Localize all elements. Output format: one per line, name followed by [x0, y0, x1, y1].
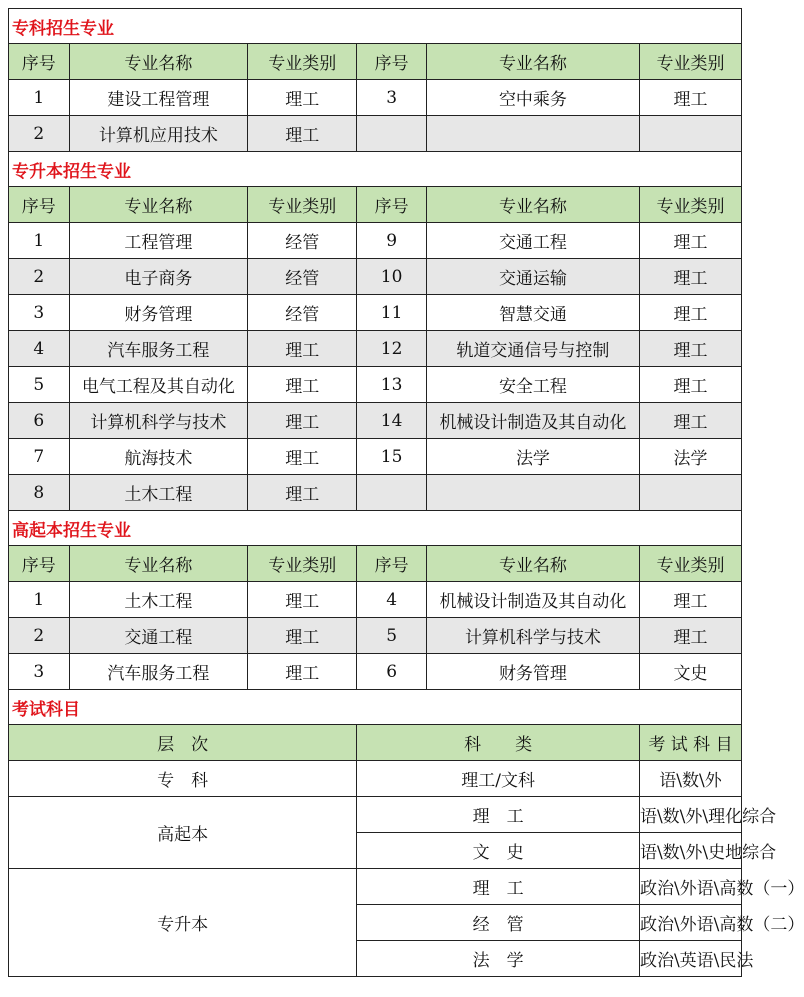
- section-title-row: [9, 152, 742, 187]
- table-cell: 理工: [639, 367, 741, 403]
- table-cell: 经管: [248, 223, 357, 259]
- exam-subjects-cell: 政治\外语\高数（二）: [639, 905, 741, 941]
- table-cell: 1: [9, 223, 70, 259]
- table-cell: 15: [357, 439, 427, 475]
- section-title-row: [9, 511, 742, 546]
- table-row: [9, 618, 742, 654]
- header-cell: 专业类别: [248, 44, 357, 80]
- table-cell: 1: [9, 80, 70, 116]
- table-cell: 经管: [248, 295, 357, 331]
- table-cell: 建设工程管理: [69, 80, 248, 116]
- table-cell: 理工: [248, 475, 357, 511]
- table-row: [9, 654, 742, 690]
- table-cell: 机械设计制造及其自动化: [426, 582, 639, 618]
- table-cell: 安全工程: [426, 367, 639, 403]
- table-cell: 经管: [248, 259, 357, 295]
- header-cell: 专业名称: [426, 546, 639, 582]
- header-cell: 序号: [357, 44, 427, 80]
- table-cell: 3: [9, 654, 70, 690]
- exam-subjects-cell: 政治\英语\民法: [639, 941, 741, 977]
- table-cell: 2: [9, 259, 70, 295]
- section-title-gaoqiben: 高起本招生专业: [9, 511, 742, 546]
- header-cell: 序号: [357, 187, 427, 223]
- table-cell: 法学: [426, 439, 639, 475]
- table-row: [9, 475, 742, 511]
- table-cell: 5: [357, 618, 427, 654]
- table-cell: 汽车服务工程: [69, 654, 248, 690]
- exam-header-level: 层 次: [9, 725, 357, 761]
- header-cell: 专业类别: [248, 187, 357, 223]
- table-cell: 智慧交通: [426, 295, 639, 331]
- table-cell: 理工: [248, 116, 357, 152]
- header-cell: 序号: [9, 546, 70, 582]
- exam-row-gaoqiben: [9, 797, 742, 833]
- exam-subjects-cell: 语\数\外: [639, 761, 741, 797]
- table-cell: [426, 475, 639, 511]
- table-cell: 5: [9, 367, 70, 403]
- exam-row-zhuanke: [9, 761, 742, 797]
- table-cell: 理工: [248, 331, 357, 367]
- table-cell: [639, 475, 741, 511]
- exam-category-cell: 文 史: [357, 833, 640, 869]
- table-cell: 法学: [639, 439, 741, 475]
- header-cell: 专业类别: [639, 187, 741, 223]
- table-cell: 理工: [639, 223, 741, 259]
- section-title-zhuanshengben: 专升本招生专业: [9, 152, 742, 187]
- section-title-exam: 考试科目: [9, 690, 742, 725]
- header-cell: 专业名称: [69, 546, 248, 582]
- table-row: [9, 439, 742, 475]
- exam-category-cell: 理 工: [357, 797, 640, 833]
- table-cell: 3: [357, 80, 427, 116]
- table-cell: 工程管理: [69, 223, 248, 259]
- table-row: [9, 259, 742, 295]
- section-title-row: [9, 9, 742, 44]
- exam-subjects-cell: 政治\外语\高数（一）: [639, 869, 741, 905]
- table-cell: [639, 116, 741, 152]
- table-cell: 土木工程: [69, 582, 248, 618]
- table-cell: 6: [9, 403, 70, 439]
- enrollment-sheet: [8, 8, 804, 977]
- table-cell: 3: [9, 295, 70, 331]
- table-cell: 4: [357, 582, 427, 618]
- table-cell: 理工: [639, 259, 741, 295]
- table-cell: [426, 116, 639, 152]
- table-cell: 理工: [639, 331, 741, 367]
- table-cell: [357, 475, 427, 511]
- table-cell: 汽车服务工程: [69, 331, 248, 367]
- table-cell: 理工: [248, 403, 357, 439]
- header-cell: 专业类别: [639, 546, 741, 582]
- header-cell: 序号: [9, 187, 70, 223]
- table-cell: 2: [9, 116, 70, 152]
- table-cell: 理工: [639, 403, 741, 439]
- header-cell: 专业名称: [69, 44, 248, 80]
- table-cell: 6: [357, 654, 427, 690]
- exam-level-gaoqiben: 高起本: [9, 797, 357, 869]
- table-cell: 电子商务: [69, 259, 248, 295]
- table-cell: 理工: [248, 582, 357, 618]
- table-row: [9, 295, 742, 331]
- table-cell: 文史: [639, 654, 741, 690]
- table-cell: 计算机应用技术: [69, 116, 248, 152]
- header-cell: 序号: [357, 546, 427, 582]
- table-cell: 交通运输: [426, 259, 639, 295]
- header-row: [9, 187, 742, 223]
- table-cell: 财务管理: [426, 654, 639, 690]
- table-cell: 理工: [248, 618, 357, 654]
- table-cell: 4: [9, 331, 70, 367]
- exam-category-cell: 经 管: [357, 905, 640, 941]
- table-cell: 理工: [248, 80, 357, 116]
- header-cell: 专业类别: [248, 546, 357, 582]
- table-cell: 电气工程及其自动化: [69, 367, 248, 403]
- table-cell: 1: [9, 582, 70, 618]
- table-cell: 11: [357, 295, 427, 331]
- table-row: [9, 403, 742, 439]
- exam-header-row: [9, 725, 742, 761]
- table-cell: 土木工程: [69, 475, 248, 511]
- table-cell: 理工: [639, 618, 741, 654]
- header-cell: 专业名称: [426, 187, 639, 223]
- table-cell: 10: [357, 259, 427, 295]
- table-row: [9, 367, 742, 403]
- exam-category-cell: 理 工: [357, 869, 640, 905]
- table-cell: [357, 116, 427, 152]
- enrollment-table: [8, 8, 804, 977]
- table-cell: 7: [9, 439, 70, 475]
- table-cell: 计算机科学与技术: [426, 618, 639, 654]
- exam-level-zhuanke: 专 科: [9, 761, 357, 797]
- table-row: [9, 331, 742, 367]
- table-cell: 2: [9, 618, 70, 654]
- table-cell: 交通工程: [426, 223, 639, 259]
- table-cell: 13: [357, 367, 427, 403]
- header-cell: 专业名称: [69, 187, 248, 223]
- table-cell: 航海技术: [69, 439, 248, 475]
- section-title-zhuanke: 专科招生专业: [9, 9, 742, 44]
- exam-category-cell: 法 学: [357, 941, 640, 977]
- table-cell: 14: [357, 403, 427, 439]
- header-cell: 专业类别: [639, 44, 741, 80]
- table-cell: 交通工程: [69, 618, 248, 654]
- table-cell: 理工: [248, 439, 357, 475]
- table-cell: 8: [9, 475, 70, 511]
- exam-subjects-cell: 语\数\外\史地综合: [639, 833, 741, 869]
- table-cell: 计算机科学与技术: [69, 403, 248, 439]
- exam-category-cell: 理工/文科: [357, 761, 640, 797]
- header-cell: 序号: [9, 44, 70, 80]
- table-cell: 财务管理: [69, 295, 248, 331]
- table-row: [9, 223, 742, 259]
- table-cell: 理工: [248, 654, 357, 690]
- table-cell: 空中乘务: [426, 80, 639, 116]
- header-row: [9, 44, 742, 80]
- table-row: [9, 582, 742, 618]
- table-cell: 理工: [639, 295, 741, 331]
- table-cell: 12: [357, 331, 427, 367]
- table-row: [9, 116, 742, 152]
- table-cell: 理工: [639, 582, 741, 618]
- exam-header-category: 科 类: [357, 725, 640, 761]
- table-cell: 机械设计制造及其自动化: [426, 403, 639, 439]
- table-cell: 9: [357, 223, 427, 259]
- table-cell: 轨道交通信号与控制: [426, 331, 639, 367]
- table-cell: 理工: [248, 367, 357, 403]
- table-row: [9, 80, 742, 116]
- exam-header-subjects: 考 试 科 目: [639, 725, 741, 761]
- exam-subjects-cell: 语\数\外\理化综合: [639, 797, 741, 833]
- section-title-row: [9, 690, 742, 725]
- exam-row-zhuanshengben: [9, 869, 742, 905]
- exam-level-zhuanshengben: 专升本: [9, 869, 357, 977]
- header-cell: 专业名称: [426, 44, 639, 80]
- header-row: [9, 546, 742, 582]
- table-cell: 理工: [639, 80, 741, 116]
